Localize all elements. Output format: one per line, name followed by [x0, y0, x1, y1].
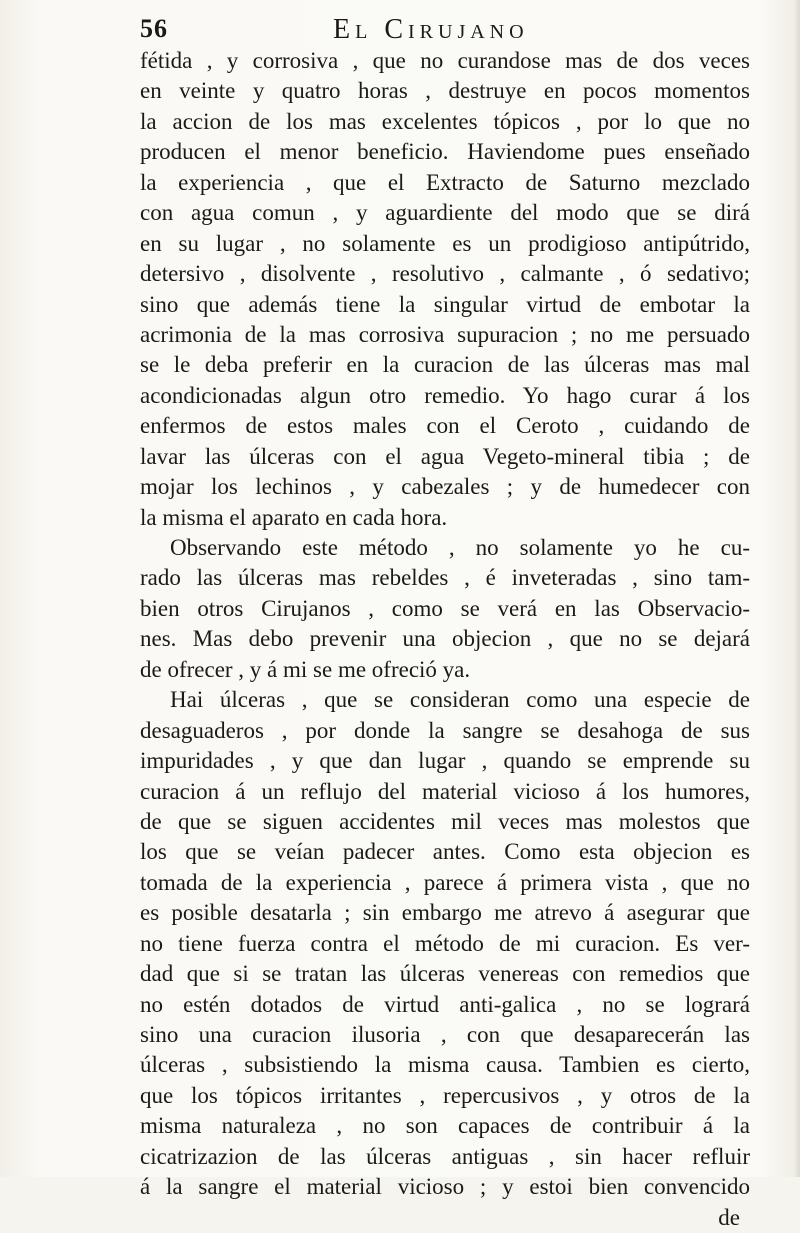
text-line: la experiencia , que el Extracto de Saturno mezclado	[140, 169, 750, 195]
text-line: es posible desatarla ; sin embargo me atrevo á asegurar que	[140, 900, 750, 926]
text-line: tomada de la experiencia , parece á primera vista , que no	[140, 869, 750, 895]
page-header	[140, 10, 700, 46]
text-line: mojar los lechinos , y cabezales ; y de humedecer con	[140, 474, 750, 500]
text-line: detersivo , disolvente , resolutivo , calmante , ó sedativo;	[140, 261, 750, 287]
text-line: no tiene fuerza contra el método de mi curacion. Es ver-	[140, 930, 750, 956]
text-line: no estén dotados de virtud anti-galica , no se logrará	[140, 991, 750, 1017]
text-line: sino que además tiene la singular virtud de embotar la	[140, 291, 750, 317]
text-line: úlceras , subsistiendo la misma causa. Tambien es cierto,	[140, 1052, 750, 1078]
page-number: 56	[140, 14, 168, 43]
text-line: curacion á un reflujo del material vicioso á los humores,	[140, 778, 750, 804]
paragraph-start-line: Hai úlceras , que se consideran como una especie de	[170, 687, 750, 713]
text-line: dad que si se tratan las úlceras venereas con remedios que	[140, 961, 750, 987]
text-line: la accion de los mas excelentes tópicos , por lo que no	[140, 108, 750, 134]
text-line: desaguaderos , por donde la sangre se desahoga de sus	[140, 717, 750, 743]
text-line: enfermos de estos males con el Ceroto , cuidando de	[140, 413, 750, 439]
text-line: producen el menor beneficio. Haviendome pues enseñado	[140, 139, 750, 165]
catchword: de	[718, 1204, 740, 1230]
text-line: los que se veían padecer antes. Como esta objecion es	[140, 839, 750, 865]
text-line: fétida , y corrosiva , que no curandose mas de dos veces	[140, 48, 750, 73]
paragraph-end-line: de ofrecer , y á mi se me ofreció ya.	[140, 656, 471, 682]
text-line: á la sangre el material vicioso ; y estoi bien convencido	[140, 1174, 750, 1200]
text-line: misma naturaleza , no son capaces de contribuir á la	[140, 1113, 750, 1139]
text-line: en veinte y quatro horas , destruye en pocos momentos	[140, 78, 750, 104]
text-line: impuridades , y que dan lugar , quando se emprende su	[140, 748, 750, 774]
text-line: se le deba preferir en la curacion de las úlceras mas mal	[140, 352, 750, 378]
text-line: en su lugar , no solamente es un prodigioso antipútrido,	[140, 230, 750, 256]
text-line: de que se siguen accidentes mil veces mas molestos que	[140, 808, 750, 834]
running-title: El Cirujano	[333, 14, 529, 45]
text-line: sino una curacion ilusoria , con que desaparecerán las	[140, 1022, 750, 1047]
text-line: con agua comun , y aguardiente del modo que se dirá	[140, 200, 750, 226]
text-line: cicatrizazion de las úlceras antiguas , sin hacer refluir	[140, 1143, 750, 1169]
text-line: rado las úlceras mas rebeldes , é inveteradas , sino tam-	[140, 565, 750, 591]
body-text	[140, 46, 750, 1233]
paragraph-start-line: Observando este método , no solamente yo he cu-	[170, 535, 750, 560]
text-line: acrimonia de la mas corrosiva supuracion ; no me persuado	[140, 321, 750, 347]
page-edge-shadow	[794, 0, 800, 1177]
text-line: acondicionadas algun otro remedio. Yo hago curar á los	[140, 382, 750, 408]
text-line: lavar las úlceras con el agua Vegeto-mineral tibia ; de	[140, 443, 750, 469]
text-line: que los tópicos irritantes , repercusivos , y otros de la	[140, 1082, 750, 1108]
text-line: bien otros Cirujanos , como se verá en las Observacio-	[140, 595, 750, 621]
text-line: nes. Mas debo prevenir una objecion , que no se dejará	[140, 626, 750, 652]
paragraph-end-line: la misma el aparato en cada hora.	[140, 504, 448, 530]
